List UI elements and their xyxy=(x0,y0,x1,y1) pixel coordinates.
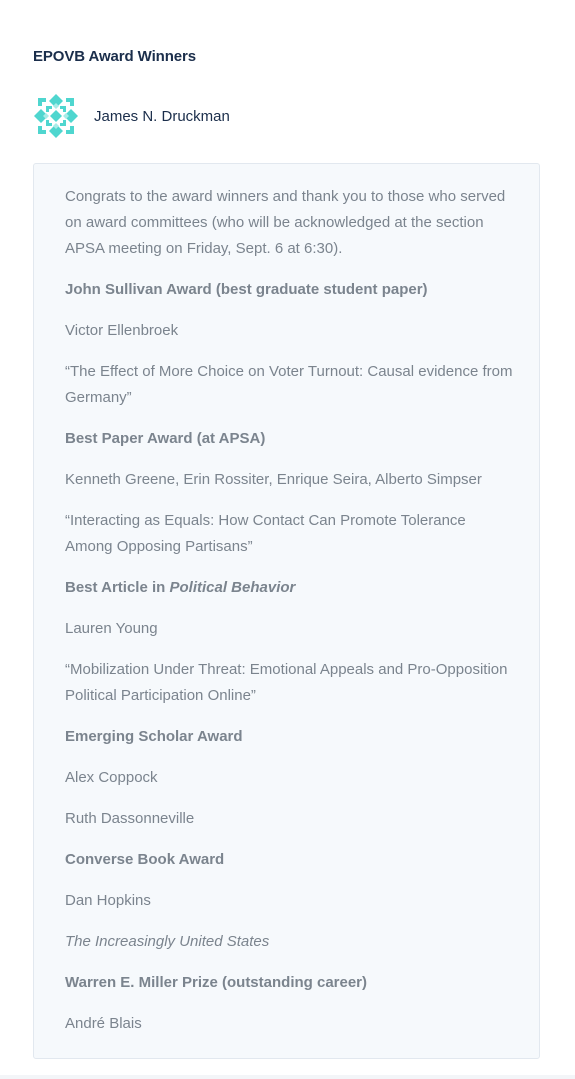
award-work-title: “Mobilization Under Threat: Emotional Appeals and Pro-Opposition Political Participation Online” xyxy=(65,661,508,704)
award-heading xyxy=(65,575,515,601)
page-bottom-divider xyxy=(0,1075,575,1079)
geometric-avatar-icon[interactable] xyxy=(33,93,79,139)
award-work-title: “The Effect of More Choice on Voter Turnout: Causal evidence from Germany” xyxy=(65,363,513,406)
award-winner: Dan Hopkins xyxy=(65,892,151,909)
award-heading: Emerging Scholar Award xyxy=(65,728,243,745)
award-winner: Alex Coppock xyxy=(65,769,158,786)
award-heading: Converse Book Award xyxy=(65,851,225,868)
intro-text: Congrats to the award winners and thank you to those who served on award committees (who will be acknowledged at the section APSA meeting on Friday, Sept. 6 at 6:30). xyxy=(65,188,506,257)
journal-name: Political Behavior xyxy=(169,579,296,596)
author-row[interactable] xyxy=(33,93,230,139)
award-winner: Lauren Young xyxy=(65,620,158,637)
post-card xyxy=(33,163,540,1059)
award-heading-prefix: Best Article in xyxy=(65,579,170,596)
post-body xyxy=(65,184,515,1052)
award-winner: Victor Ellenbroek xyxy=(65,322,179,339)
award-book-title: The Increasingly United States xyxy=(65,933,270,950)
award-heading: John Sullivan Award (best graduate student paper) xyxy=(65,281,428,298)
award-work-title: “Interacting as Equals: How Contact Can Promote Tolerance Among Opposing Partisans” xyxy=(65,512,466,555)
author-name[interactable]: James N. Druckman xyxy=(94,107,230,125)
award-winner: André Blais xyxy=(65,1015,142,1032)
award-winner: Ruth Dassonneville xyxy=(65,810,195,827)
award-heading: Warren E. Miller Prize (outstanding career) xyxy=(65,974,368,991)
award-winner: Kenneth Greene, Erin Rossiter, Enrique Seira, Alberto Simpser xyxy=(65,471,482,488)
post-title[interactable]: EPOVB Award Winners xyxy=(33,48,197,65)
award-heading: Best Paper Award (at APSA) xyxy=(65,430,266,447)
